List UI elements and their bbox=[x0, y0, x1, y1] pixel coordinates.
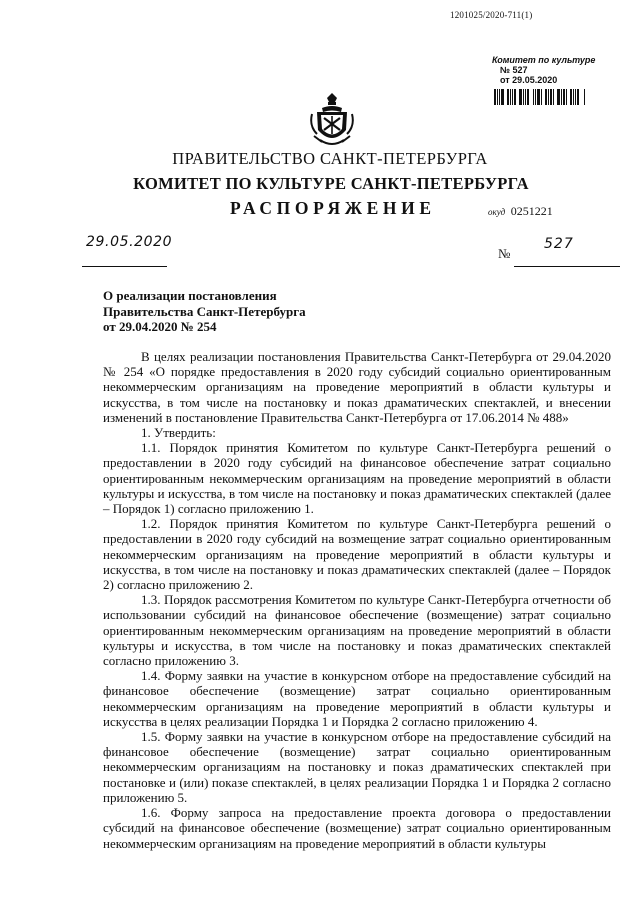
barcode-bar bbox=[570, 89, 572, 105]
barcode-bar bbox=[530, 89, 532, 105]
barcode-bar bbox=[527, 89, 529, 105]
handwritten-date: 29.05.2020 bbox=[86, 234, 173, 250]
barcode-bar bbox=[573, 89, 574, 105]
clause-1-1: 1.1. Порядок принятия Комитетом по культуре Санкт-Петербурга решений о предоставлении в 2020 году субсидий на финансовое обеспечение затрат социально ориентированным некоммерческим организациям на проведение мероприятий в области культуры и искусства, в том числе на постановку и показ драматических спектаклей (далее – Порядок 1) согласно приложению 1. bbox=[103, 440, 611, 517]
barcode-bar bbox=[514, 89, 516, 105]
barcode-bar bbox=[568, 89, 569, 105]
clause-1-4: 1.4. Форму заявки на участие в конкурсном отборе на предоставление субсидий на финансовое обеспечение (возмещение) затрат социально ориентированным некоммерческим организациям на проведение мероприятий в области культуры и искусства в целях реализации Порядка 1 и Порядка 2 согласно приложению 4. bbox=[103, 668, 611, 729]
subject-line: от 29.04.2020 № 254 bbox=[103, 319, 217, 334]
barcode-bar bbox=[497, 89, 498, 105]
barcode-bar bbox=[555, 89, 556, 105]
barcode-bar bbox=[553, 89, 554, 105]
barcode-bar bbox=[561, 89, 562, 105]
stamp-date: от 29.05.2020 bbox=[500, 75, 558, 85]
intro-paragraph: В целях реализации постановления Правительства Санкт-Петербурга от 29.04.2020 № 254 «О порядке предоставления в 2020 году субсидий социально ориентированным некоммерческим организациям на проведение мероприятий в области культуры и искусства, в том числе на постановку и показ драматических спектаклей, и внесении изменений в постановление Правительства Санкт-Петербурга от 17.06.2014 № 488» bbox=[103, 349, 611, 425]
clause-1: 1. Утвердить: bbox=[141, 425, 216, 441]
barcode-bar bbox=[563, 89, 565, 105]
subject-line: Правительства Санкт-Петербурга bbox=[103, 303, 306, 319]
barcode-bar bbox=[507, 89, 509, 105]
document-body bbox=[103, 349, 611, 851]
barcode-bar bbox=[548, 89, 549, 105]
barcode-bar bbox=[519, 89, 522, 105]
document-subject bbox=[103, 288, 306, 335]
document-type-title: РАСПОРЯЖЕНИЕ bbox=[230, 198, 436, 218]
okud-label: окуд bbox=[488, 207, 506, 217]
clause-1-6: 1.6. Форму запроса на предоставление проекта договора о предоставлении субсидий на финансовое обеспечение (возмещение) затрат социально ориентированным некоммерческим организациям на проведение мероприятий в области культуры bbox=[103, 805, 611, 851]
barcode-bar bbox=[541, 89, 542, 105]
document-code: 1201025/2020-711(1) bbox=[450, 10, 533, 20]
barcode-bar bbox=[550, 89, 552, 105]
barcode-bar bbox=[580, 89, 583, 105]
okud-code bbox=[488, 204, 553, 219]
government-title: ПРАВИТЕЛЬСТВО САНКТ-ПЕТЕРБУРГА bbox=[172, 149, 488, 168]
spb-coat-of-arms-icon bbox=[308, 92, 356, 152]
barcode-bar bbox=[566, 89, 567, 105]
barcode-bar bbox=[525, 89, 526, 105]
barcode-bar bbox=[584, 89, 585, 105]
clause-1-5: 1.5. Форму заявки на участие в конкурсном отборе на предоставление субсидий на финансовое обеспечение (возмещение) затрат социально ориентированным некоммерческим организациям на постановку и показ драматических спектаклей при постановке и (или) показе спектаклей, в целях реализации Порядка 1 и Порядка 2 согласно приложению 5. bbox=[103, 729, 611, 805]
number-label: № bbox=[498, 246, 511, 261]
barcode-bar bbox=[501, 89, 504, 105]
barcode-bar bbox=[575, 89, 576, 105]
barcode-bar bbox=[535, 89, 536, 105]
barcode-bar bbox=[545, 89, 547, 105]
barcode-bar bbox=[494, 89, 496, 105]
stamp-org: Комитет по культуре bbox=[492, 55, 596, 65]
barcode-bar bbox=[505, 89, 506, 105]
barcode-bar bbox=[543, 89, 544, 105]
barcode-bar bbox=[537, 89, 540, 105]
barcode bbox=[494, 89, 590, 105]
registration-stamp bbox=[492, 55, 595, 85]
clause-1-2: 1.2. Порядок принятия Комитетом по культуре Санкт-Петербурга решений о предоставлении в 2020 году субсидий на возмещение затрат социально ориентированным некоммерческим организациям на проведение мероприятий в области культуры и искусства, в том числе на постановку и показ драматических спектаклей (далее – Порядок 2) согласно приложению 2. bbox=[103, 516, 611, 593]
okud-value: 0251221 bbox=[510, 204, 553, 218]
barcode-bar bbox=[533, 89, 534, 105]
committee-title: КОМИТЕТ ПО КУЛЬТУРЕ САНКТ-ПЕТЕРБУРГА bbox=[133, 174, 529, 193]
barcode-bar bbox=[557, 89, 560, 105]
stamp-number: № 527 bbox=[500, 65, 528, 75]
barcode-bar bbox=[499, 89, 500, 105]
clause-1-3: 1.3. Порядок рассмотрения Комитетом по культуре Санкт-Петербурга отчетности об использовании субсидий на финансовое обеспечение (возмещение) затрат социально ориентированным некоммерческим организациям на проведение мероприятий в области культуры и искусства, в том числе на постановку и показ драматических спектаклей согласно приложению 3. bbox=[103, 592, 611, 669]
handwritten-number: 527 bbox=[544, 236, 574, 252]
barcode-bar bbox=[517, 89, 518, 105]
barcode-bar bbox=[577, 89, 579, 105]
barcode-bar bbox=[512, 89, 513, 105]
barcode-bar bbox=[523, 89, 524, 105]
date-underline bbox=[82, 248, 167, 267]
barcode-bar bbox=[510, 89, 511, 105]
subject-line: О реализации постановления bbox=[103, 288, 277, 303]
